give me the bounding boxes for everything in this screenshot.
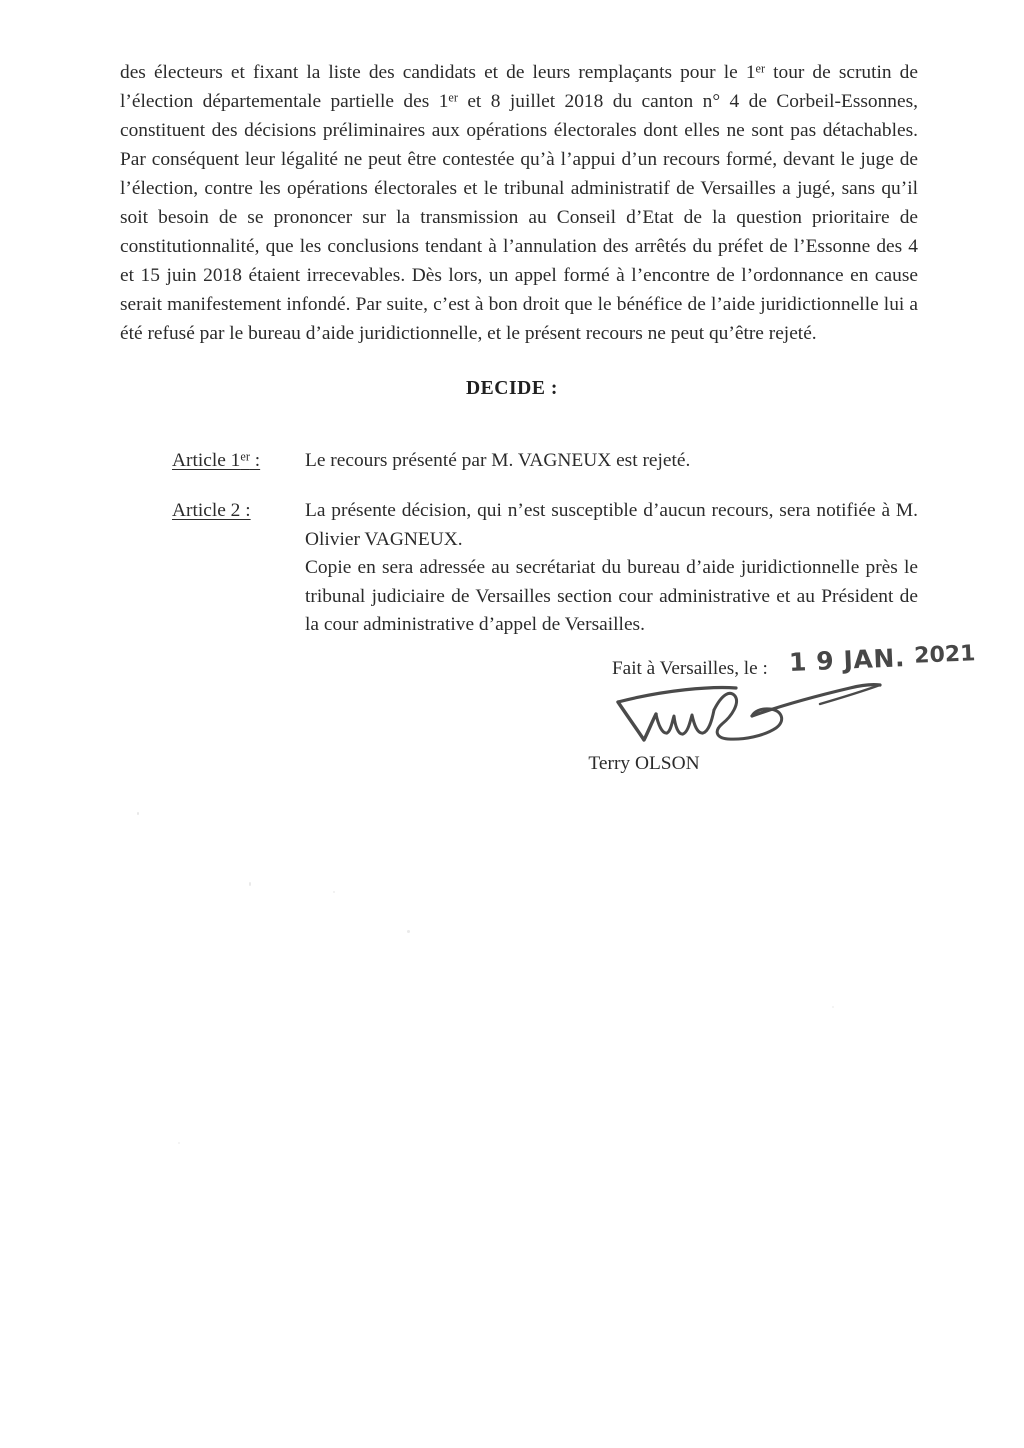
article-2-paragraph-2: Copie en sera adressée au secrétariat du bureau d’aide juridictionnelle près le tribunal judiciaire de Versailles section cour administrative et au Président de la cour administrative d’appel de Versailles. [305, 557, 918, 636]
scan-speck [178, 1142, 180, 1144]
article-1-row [172, 447, 918, 476]
article-2-text [305, 497, 918, 640]
article-1-label: Article 1er : [172, 449, 261, 471]
date-stamp [788, 640, 976, 677]
signature-block [0, 641, 1024, 808]
decide-heading: DECIDE : [465, 378, 559, 399]
article-1-text [305, 447, 918, 476]
date-stamp-year: 2021 [913, 641, 976, 669]
main-paragraph: des électeurs et fixant la liste des candidats et de leurs remplaçants pour le 1er tour de scrutin de l’élection départementale partielle des 1er et 8 juillet 2018 du canton n° 4 de Corbeil-Essonnes, constituent des décisions préliminaires aux opérations électorales dont elles ne sont pas détachables. Par conséquent leur légalité ne peut être contestée qu’à l’appui d’un recours formé, devant le juge de l’élection, contre les opérations électorales et le tribunal administratif de Versailles a jugé, sans qu’il soit besoin de se prononcer sur la transmission au Conseil d’Etat de la question prioritaire de constitutionnalité, que les conclusions tendant à l’annulation des arrêtés du préfet de l’Essonne des 4 et 15 juin 2018 étaient irrecevables. Dès lors, un appel formé à l’encontre de l’ordonnance en cause serait manifestement infondé. Par suite, c’est à bon droit que le bénéfice de l’aide juridictionnelle lui a été refusé par le bureau d’aide juridictionnelle, et le présent recours ne peut qu’être rejeté. [120, 61, 918, 344]
article-1-paragraph-1: Le recours présenté par M. VAGNEUX est rejeté. [305, 450, 691, 471]
scan-speck [249, 882, 251, 886]
signer-name: Terry OLSON [588, 753, 700, 774]
scan-speck [137, 812, 139, 815]
date-stamp-month: JAN. [842, 643, 906, 675]
body-text-block [120, 58, 918, 348]
article-2-row [172, 497, 918, 640]
date-stamp-day: 1 9 [788, 646, 835, 677]
place-date-label: Fait à Versailles, le : [612, 658, 768, 679]
article-2-label: Article 2 : [172, 500, 251, 521]
scan-speck [407, 930, 410, 933]
handwritten-signature [604, 676, 904, 752]
scan-speck [333, 891, 335, 893]
article-2-paragraph-1: La présente décision, qui n’est susceptible d’aucun recours, sera notifiée à M. Olivier VAGNEUX. [305, 500, 918, 550]
scan-speck [832, 1006, 834, 1008]
